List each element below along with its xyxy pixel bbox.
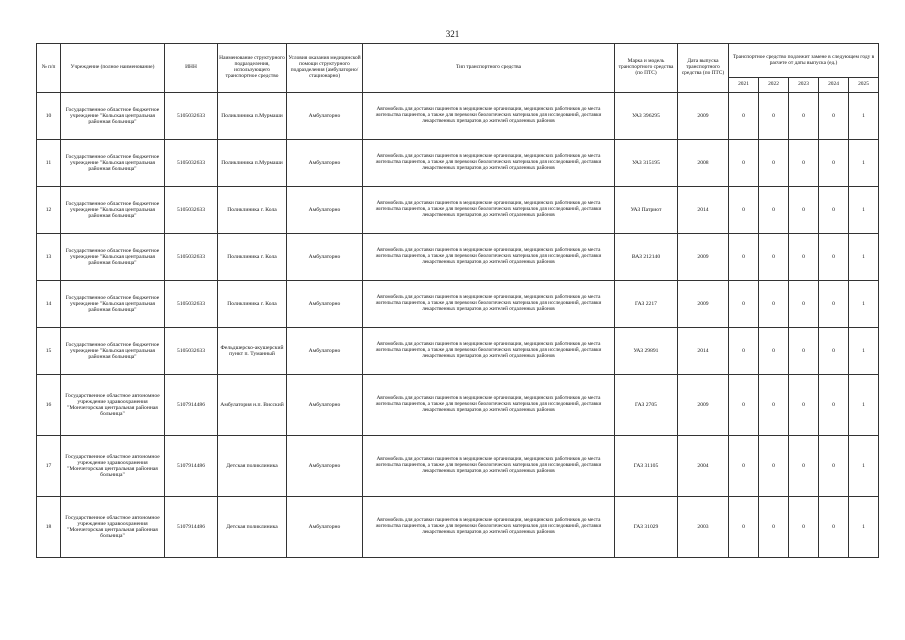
cell-care: Амбулаторно [287,328,363,375]
header-num: № п/п [37,44,61,93]
cell-institution: Государственное областное бюджетное учреждение "Кольская центральная районная больница" [61,328,165,375]
cell-vehicle-type: Автомобиль для доставки пациентов в медицинские организации, медицинских работников до места жительства пациентов, а также для перевозки биологических материалов для исследований, доставки лекарственных препаратов до жителей отдаленных районов [363,234,615,281]
cell-plan-2024: 0 [819,328,849,375]
cell-plan-2022: 0 [759,234,789,281]
cell-plan-2024: 0 [819,93,849,140]
header-institution: Учреждение (полное наименование) [61,44,165,93]
header-year: 2025 [849,78,879,93]
header-release-date: Дата выпуска транспортного средства (по ПТС) [678,44,729,93]
cell-brand-model: УАЗ 29891 [615,328,678,375]
cell-brand-model: ГАЗ 2217 [615,281,678,328]
cell-plan-2023: 0 [789,140,819,187]
cell-vehicle-type: Автомобиль для доставки пациентов в медицинские организации, медицинских работников до места жительства пациентов, а также для перевозки биологических материалов для исследований, доставки лекарственных препаратов до жителей отдаленных районов [363,281,615,328]
header-year: 2022 [759,78,789,93]
cell-plan-2022: 0 [759,436,789,497]
cell-plan-2023: 0 [789,328,819,375]
cell-plan-2021: 0 [729,140,759,187]
cell-subdivision: Поликлиника г. Кола [218,187,287,234]
cell-brand-model: ГАЗ 2705 [615,375,678,436]
cell-plan-2024: 0 [819,187,849,234]
cell-num: 16 [37,375,61,436]
cell-vehicle-type: Автомобиль для доставки пациентов в медицинские организации, медицинских работников до места жительства пациентов, а также для перевозки биологических материалов для исследований, доставки лекарственных препаратов до жителей отдаленных районов [363,93,615,140]
cell-release-year: 2003 [678,497,729,558]
cell-plan-2025: 1 [849,375,879,436]
header-replacement-group: Транспортное средство подлежит замене в следующем году в расчете от даты выпуска (ед.) [729,44,879,78]
cell-care: Амбулаторно [287,140,363,187]
cell-subdivision: Поликлиника п.Мурмаши [218,140,287,187]
cell-inn: 5105032633 [165,187,218,234]
cell-plan-2025: 1 [849,93,879,140]
cell-release-year: 2009 [678,281,729,328]
cell-plan-2025: 1 [849,328,879,375]
table-row [37,436,879,497]
header-vehicle-type: Тип транспортного средства [363,44,615,93]
cell-inn: 5107914486 [165,497,218,558]
cell-care: Амбулаторно [287,187,363,234]
cell-care: Амбулаторно [287,436,363,497]
cell-institution: Государственное областное автономное учреждение здравоохранения "Мончегорская центральная районная больница" [61,436,165,497]
cell-inn: 5105032633 [165,234,218,281]
header-brand-model: Марка и модель транспортного средства (по ПТС) [615,44,678,93]
cell-vehicle-type: Автомобиль для доставки пациентов в медицинские организации, медицинских работников до места жительства пациентов, а также для перевозки биологических материалов для исследований, доставки лекарственных препаратов до жителей отдаленных районов [363,436,615,497]
cell-release-year: 2009 [678,93,729,140]
cell-inn: 5105032633 [165,140,218,187]
cell-plan-2021: 0 [729,497,759,558]
cell-plan-2023: 0 [789,93,819,140]
cell-inn: 5105032633 [165,93,218,140]
cell-institution: Государственное областное бюджетное учреждение "Кольская центральная районная больница" [61,140,165,187]
cell-subdivision: Детская поликлиника [218,497,287,558]
cell-plan-2025: 1 [849,140,879,187]
cell-release-year: 2009 [678,234,729,281]
cell-plan-2022: 0 [759,281,789,328]
cell-num: 14 [37,281,61,328]
cell-plan-2025: 1 [849,436,879,497]
cell-vehicle-type: Автомобиль для доставки пациентов в медицинские организации, медицинских работников до места жительства пациентов, а также для перевозки биологических материалов для исследований, доставки лекарственных препаратов до жителей отдаленных районов [363,328,615,375]
cell-inn: 5107914486 [165,375,218,436]
cell-release-year: 2014 [678,328,729,375]
header-subdivision: Наименование структурного подразделения, использующего транспортное средство [218,44,287,93]
cell-care: Амбулаторно [287,497,363,558]
cell-plan-2023: 0 [789,187,819,234]
cell-plan-2022: 0 [759,375,789,436]
cell-institution: Государственное областное бюджетное учреждение "Кольская центральная районная больница" [61,234,165,281]
cell-plan-2021: 0 [729,375,759,436]
cell-vehicle-type: Автомобиль для доставки пациентов в медицинские организации, медицинских работников до места жительства пациентов, а также для перевозки биологических материалов для исследований, доставки лекарственных препаратов до жителей отдаленных районов [363,497,615,558]
cell-plan-2021: 0 [729,281,759,328]
cell-institution: Государственное областное автономное учреждение здравоохранения "Мончегорская центральная районная больница" [61,497,165,558]
cell-plan-2021: 0 [729,328,759,375]
table-row [37,187,879,234]
cell-brand-model: УАЗ Патриот [615,187,678,234]
cell-num: 10 [37,93,61,140]
cell-subdivision: Амбулатория н.п. Висский [218,375,287,436]
cell-institution: Государственное областное бюджетное учреждение "Кольская центральная районная больница" [61,281,165,328]
table-row [37,93,879,140]
cell-plan-2024: 0 [819,140,849,187]
cell-plan-2021: 0 [729,93,759,140]
cell-vehicle-type: Автомобиль для доставки пациентов в медицинские организации, медицинских работников до места жительства пациентов, а также для перевозки биологических материалов для исследований, доставки лекарственных препаратов до жителей отдаленных районов [363,187,615,234]
cell-plan-2022: 0 [759,140,789,187]
table-row [37,140,879,187]
table-row [37,234,879,281]
table-row [37,328,879,375]
cell-plan-2021: 0 [729,436,759,497]
header-care-conditions: Условия оказания медицинской помощи структурного подразделения (амбулаторно/ стационарно) [287,44,363,93]
cell-plan-2024: 0 [819,375,849,436]
cell-plan-2024: 0 [819,497,849,558]
cell-plan-2025: 1 [849,281,879,328]
cell-plan-2025: 1 [849,497,879,558]
cell-subdivision: Поликлиника г. Кола [218,281,287,328]
cell-num: 11 [37,140,61,187]
cell-vehicle-type: Автомобиль для доставки пациентов в медицинские организации, медицинских работников до места жительства пациентов, а также для перевозки биологических материалов для исследований, доставки лекарственных препаратов до жителей отдаленных районов [363,140,615,187]
cell-care: Амбулаторно [287,375,363,436]
cell-plan-2025: 1 [849,234,879,281]
header-year: 2021 [729,78,759,93]
cell-institution: Государственное областное бюджетное учреждение "Кольская центральная районная больница" [61,93,165,140]
cell-release-year: 2009 [678,375,729,436]
cell-plan-2023: 0 [789,436,819,497]
cell-plan-2022: 0 [759,497,789,558]
cell-brand-model: ГАЗ 31029 [615,497,678,558]
cell-inn: 5107914486 [165,436,218,497]
cell-release-year: 2004 [678,436,729,497]
cell-plan-2023: 0 [789,234,819,281]
cell-num: 12 [37,187,61,234]
cell-care: Амбулаторно [287,93,363,140]
table-row [37,281,879,328]
cell-plan-2024: 0 [819,281,849,328]
vehicle-register-table [36,43,879,558]
cell-brand-model: ВАЗ 212140 [615,234,678,281]
cell-institution: Государственное областное бюджетное учреждение "Кольская центральная районная больница" [61,187,165,234]
cell-plan-2023: 0 [789,375,819,436]
cell-plan-2025: 1 [849,187,879,234]
cell-subdivision: Детская поликлиника [218,436,287,497]
cell-plan-2022: 0 [759,93,789,140]
cell-brand-model: УАЗ 315195 [615,140,678,187]
page-number: 321 [445,29,460,39]
table-row [37,375,879,436]
cell-institution: Государственное областное автономное учреждение здравоохранения "Мончегорская центральная районная больница" [61,375,165,436]
cell-inn: 5105032633 [165,328,218,375]
cell-num: 15 [37,328,61,375]
cell-plan-2024: 0 [819,234,849,281]
cell-plan-2021: 0 [729,187,759,234]
cell-brand-model: УАЗ 396295 [615,93,678,140]
cell-num: 18 [37,497,61,558]
cell-subdivision: Фельдшерско-акушерский пункт п. Туманный [218,328,287,375]
cell-inn: 5105032633 [165,281,218,328]
cell-care: Амбулаторно [287,234,363,281]
cell-plan-2023: 0 [789,497,819,558]
cell-release-year: 2008 [678,140,729,187]
cell-release-year: 2014 [678,187,729,234]
header-year: 2023 [789,78,819,93]
cell-brand-model: ГАЗ 31105 [615,436,678,497]
table-row [37,497,879,558]
header-inn: ИНН [165,44,218,93]
cell-vehicle-type: Автомобиль для доставки пациентов в медицинские организации, медицинских работников до места жительства пациентов, а также для перевозки биологических материалов для исследований, доставки лекарственных препаратов до жителей отдаленных районов [363,375,615,436]
cell-care: Амбулаторно [287,281,363,328]
cell-plan-2022: 0 [759,328,789,375]
cell-num: 17 [37,436,61,497]
cell-num: 13 [37,234,61,281]
cell-plan-2023: 0 [789,281,819,328]
cell-subdivision: Поликлиника г. Кола [218,234,287,281]
cell-subdivision: Поликлиника п.Мурмаши [218,93,287,140]
cell-plan-2022: 0 [759,187,789,234]
header-year: 2024 [819,78,849,93]
cell-plan-2024: 0 [819,436,849,497]
cell-plan-2021: 0 [729,234,759,281]
